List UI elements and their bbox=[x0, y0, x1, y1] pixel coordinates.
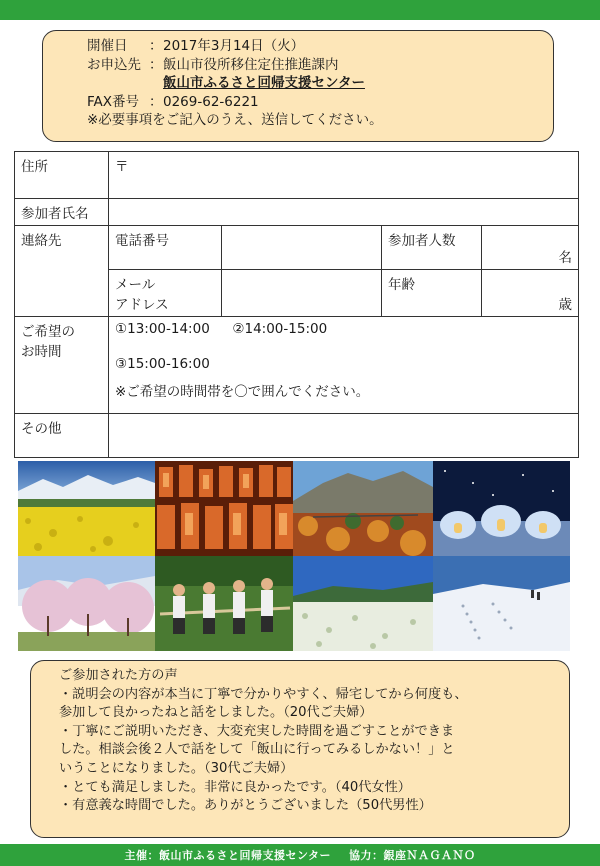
address-label: 住所 bbox=[15, 152, 109, 199]
voice-line: ・丁寧にご説明いただき、大変充実した時間を過ごすことができま bbox=[59, 723, 455, 739]
rapeseed-field-photo bbox=[18, 461, 155, 556]
date-row bbox=[87, 37, 553, 56]
time-option-1[interactable]: ①13:00-14:00 bbox=[115, 321, 210, 337]
address-row bbox=[15, 152, 579, 199]
voice-line: ・有意義な時間でした。ありがとうございました（50代男性） bbox=[59, 798, 432, 814]
note-row bbox=[87, 111, 553, 130]
date-colon: ： bbox=[149, 38, 163, 54]
phone-field[interactable] bbox=[222, 226, 382, 270]
apply-row bbox=[87, 56, 553, 75]
tug-of-war-photo bbox=[155, 556, 293, 651]
partner-credit: 協力：銀座ＮＡＧＡＮＯ bbox=[349, 849, 476, 862]
time-row bbox=[15, 317, 579, 414]
time-label-line-2: お時間 bbox=[21, 344, 62, 360]
age-unit: 歳 bbox=[558, 297, 572, 313]
event-info-box bbox=[42, 30, 554, 142]
time-option-2[interactable]: ②14:00-15:00 bbox=[232, 321, 328, 337]
buckwheat-field-photo bbox=[293, 556, 433, 651]
voice-line: した。相談会後２人で話をして「飯山に行ってみるしかない！」と bbox=[59, 742, 455, 758]
mail-label-line-1: メール bbox=[115, 277, 156, 293]
participant-name-field[interactable] bbox=[109, 199, 579, 226]
fax-colon: ： bbox=[149, 93, 163, 110]
fax-value: 0269-62-6221 bbox=[163, 93, 259, 110]
time-label-line-1: ご希望の bbox=[21, 324, 75, 340]
phone-label: 電話番号 bbox=[109, 226, 222, 270]
people-count-label: 参加者人数 bbox=[382, 226, 482, 270]
date-label: 開催日 bbox=[87, 38, 128, 54]
participant-voices-box bbox=[30, 660, 570, 838]
voice-line: ・説明会の内容が本当に丁寧で分かりやすく、帰宅してから何度も、 bbox=[59, 686, 468, 702]
snow-lantern-photo bbox=[155, 461, 293, 556]
mail-label-line-2: アドレス bbox=[115, 297, 169, 313]
other-label: その他 bbox=[15, 414, 109, 458]
kamakura-night-photo bbox=[433, 461, 570, 556]
top-green-bar bbox=[0, 0, 600, 20]
mail-label bbox=[109, 270, 222, 317]
submission-note: ※必要事項をご記入のうえ、送信してください。 bbox=[87, 112, 383, 128]
center-row bbox=[87, 74, 553, 93]
people-unit: 名 bbox=[558, 250, 572, 266]
other-field[interactable] bbox=[109, 414, 579, 458]
people-count-field[interactable] bbox=[482, 226, 579, 270]
fax-label: FAX番号 bbox=[87, 93, 140, 110]
apply-label: お申込先 bbox=[87, 56, 141, 73]
cherry-blossom-photo bbox=[18, 556, 155, 651]
name-row bbox=[15, 199, 579, 226]
age-label: 年齢 bbox=[382, 270, 482, 317]
time-label bbox=[15, 317, 109, 414]
time-options bbox=[109, 317, 579, 414]
postal-mark: 〒 bbox=[115, 159, 129, 175]
apply-value: 飯山市役所移住定住推進課内 bbox=[163, 56, 339, 73]
time-note: ※ご希望の時間帯を〇で囲んでください。 bbox=[115, 384, 370, 400]
organizer-credit: 主催：飯山市ふるさと回帰支援センター bbox=[124, 849, 332, 862]
voice-line: 参加して良かったねと話をしました。（20代ご夫婦） bbox=[59, 705, 373, 721]
address-field[interactable] bbox=[109, 152, 579, 199]
age-field[interactable] bbox=[482, 270, 579, 317]
mail-field[interactable] bbox=[222, 270, 382, 317]
center-name: 飯山市ふるさと回帰支援センター bbox=[163, 75, 365, 91]
apply-colon: ： bbox=[149, 56, 163, 73]
phone-row bbox=[15, 226, 579, 270]
time-option-3[interactable]: ③15:00-16:00 bbox=[115, 356, 210, 372]
snowfield-photo bbox=[433, 556, 570, 651]
autumn-mountain-photo bbox=[293, 461, 433, 556]
participant-name-label: 参加者氏名 bbox=[15, 199, 109, 226]
application-form bbox=[14, 151, 579, 458]
date-value: 2017年3月14日（火） bbox=[163, 38, 305, 54]
fax-row bbox=[87, 93, 553, 112]
voice-line: いうことになりました。（30代ご夫婦） bbox=[59, 760, 294, 776]
other-row bbox=[15, 414, 579, 458]
voices-title: ご参加された方の声 bbox=[59, 668, 178, 683]
footer-bar bbox=[0, 844, 600, 866]
contact-label: 連絡先 bbox=[15, 226, 109, 317]
photo-collage bbox=[18, 461, 570, 651]
voice-line: ・とても満足しました。非常に良かったです。（40代女性） bbox=[59, 779, 411, 795]
